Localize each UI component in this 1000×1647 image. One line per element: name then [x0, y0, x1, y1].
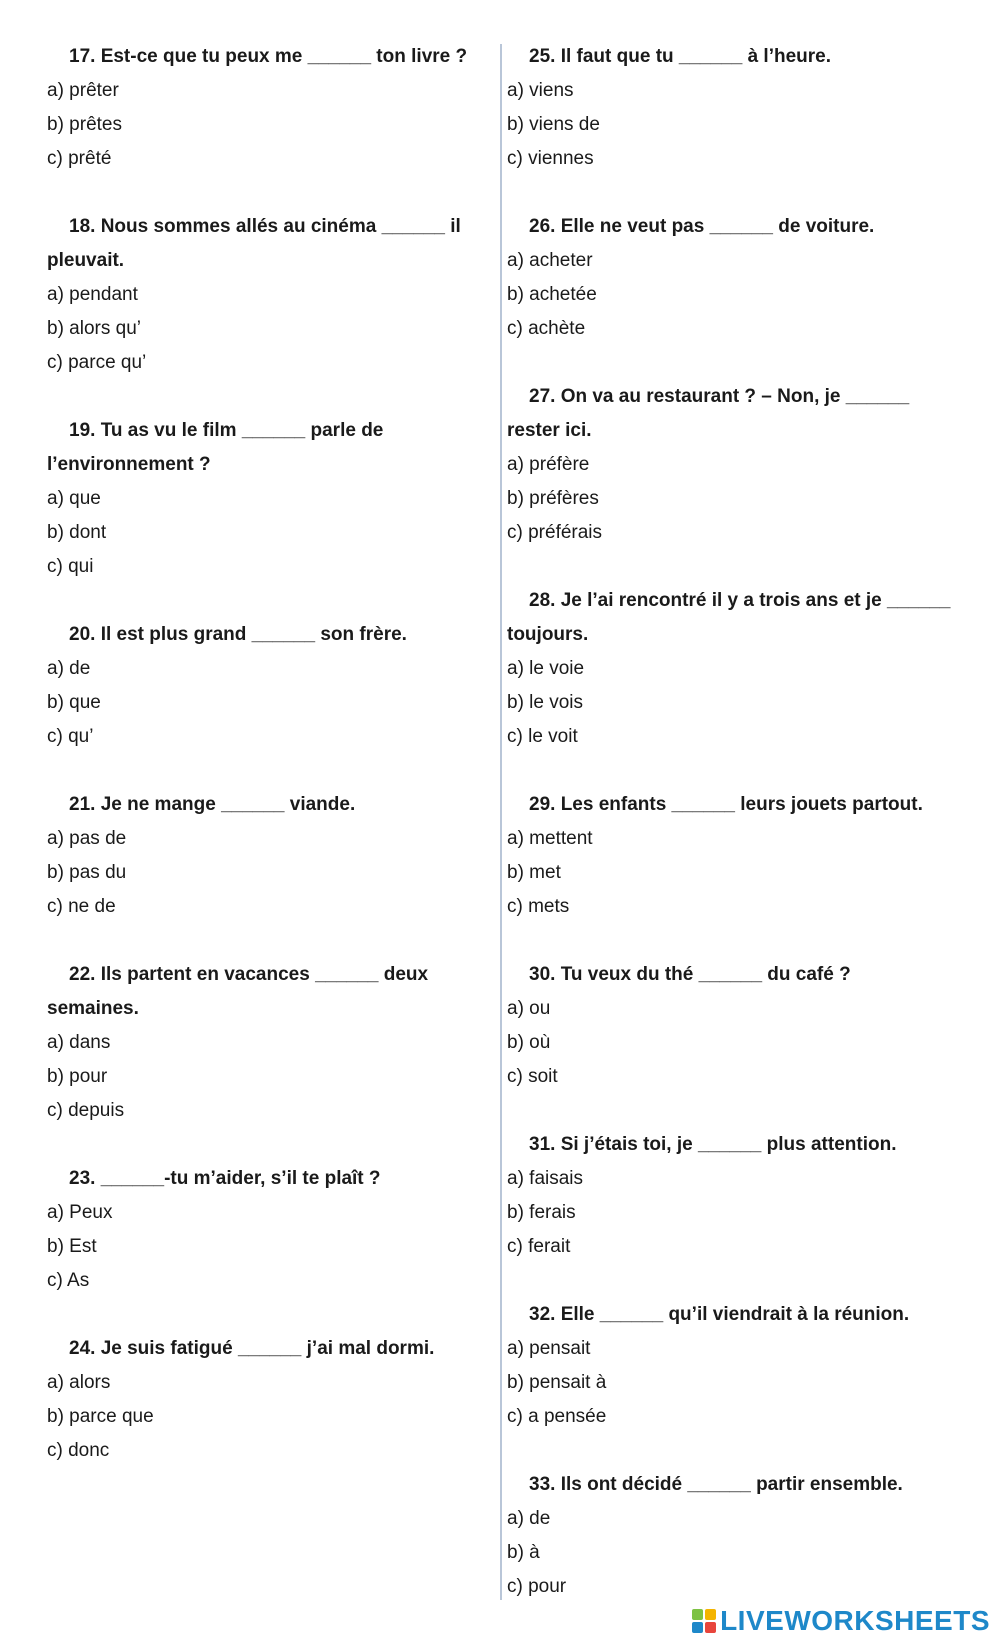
- question-block: [507, 380, 965, 584]
- question-spacer: [47, 1128, 479, 1162]
- answer-option[interactable]: b) alors qu’: [47, 318, 141, 339]
- answer-option[interactable]: c) achète: [507, 318, 586, 339]
- question-text: 20. Il est plus grand ______ son frère.: [69, 624, 407, 645]
- answer-option[interactable]: b) dont: [47, 522, 107, 543]
- answer-option[interactable]: a) le voie: [507, 658, 585, 679]
- logo-square-icon: [705, 1622, 716, 1633]
- answer-option[interactable]: c) préférais: [507, 522, 603, 543]
- answer-option[interactable]: c) depuis: [47, 1100, 125, 1121]
- question-block: [507, 210, 965, 380]
- question-block: [47, 618, 479, 788]
- question-text: 17. Est-ce que tu peux me ______ ton livre ?: [69, 46, 468, 67]
- question-text: 31. Si j’étais toi, je ______ plus attention.: [529, 1134, 897, 1155]
- answer-option[interactable]: c) ferait: [507, 1236, 571, 1257]
- question-block: [507, 958, 965, 1128]
- answer-option[interactable]: a) acheter: [507, 250, 593, 271]
- column-divider: [500, 44, 502, 1600]
- question-text: 19. Tu as vu le film ______ parle de l’environnement ?: [47, 420, 384, 475]
- answer-option[interactable]: a) viens: [507, 80, 574, 101]
- question-block: [47, 788, 479, 958]
- answer-option[interactable]: a) de: [507, 1508, 551, 1529]
- question-spacer: [507, 1094, 965, 1128]
- answer-option[interactable]: b) pas du: [47, 862, 127, 883]
- right-column: [507, 40, 965, 1604]
- answer-option[interactable]: a) préfère: [507, 454, 590, 475]
- answer-option[interactable]: c) pour: [507, 1576, 567, 1597]
- answer-option[interactable]: a) pensait: [507, 1338, 591, 1359]
- logo-text: LIVEWORKSHEETS: [720, 1605, 990, 1636]
- question-spacer: [507, 924, 965, 958]
- question-text: 18. Nous sommes allés au cinéma ______ il pleuvait.: [47, 216, 461, 271]
- question-spacer: [47, 176, 479, 210]
- question-text: 22. Ils partent en vacances ______ deux semaines.: [47, 964, 429, 1019]
- logo-square-icon: [705, 1609, 716, 1620]
- answer-option[interactable]: a) pendant: [47, 284, 138, 305]
- question-block: [507, 788, 965, 958]
- answer-option[interactable]: c) qui: [47, 556, 94, 577]
- question-text: 33. Ils ont décidé ______ partir ensemble.: [529, 1474, 903, 1495]
- answer-option[interactable]: a) Peux: [47, 1202, 113, 1223]
- answer-option[interactable]: b) préfères: [507, 488, 599, 509]
- answer-option[interactable]: b) achetée: [507, 284, 597, 305]
- question-text: 27. On va au restaurant ? – Non, je ______ rester ici.: [507, 386, 910, 441]
- question-text: 24. Je suis fatigué ______ j’ai mal dormi.: [69, 1338, 435, 1359]
- answer-option[interactable]: a) faisais: [507, 1168, 584, 1189]
- answer-option[interactable]: c) soit: [507, 1066, 558, 1087]
- answer-option[interactable]: c) le voit: [507, 726, 578, 747]
- answer-option[interactable]: a) prêter: [47, 80, 119, 101]
- answer-option[interactable]: c) donc: [47, 1440, 110, 1461]
- question-block: [47, 1162, 479, 1332]
- answer-option[interactable]: c) ne de: [47, 896, 116, 917]
- question-spacer: [47, 1298, 479, 1332]
- answer-option[interactable]: c) viennes: [507, 148, 594, 169]
- question-spacer: [507, 754, 965, 788]
- question-block: [507, 40, 965, 210]
- question-spacer: [47, 584, 479, 618]
- question-spacer: [47, 380, 479, 414]
- question-text: 23. ______-tu m’aider, s’il te plaît ?: [69, 1168, 381, 1189]
- answer-option[interactable]: b) Est: [47, 1236, 97, 1257]
- answer-option[interactable]: b) parce que: [47, 1406, 154, 1427]
- question-spacer: [507, 176, 965, 210]
- question-text: 21. Je ne mange ______ viande.: [69, 794, 356, 815]
- answer-option[interactable]: c) prêté: [47, 148, 112, 169]
- answer-option[interactable]: b) le vois: [507, 692, 584, 713]
- answer-option[interactable]: c) mets: [507, 896, 570, 917]
- question-text: 30. Tu veux du thé ______ du café ?: [529, 964, 851, 985]
- question-block: [47, 1332, 479, 1468]
- question-text: 25. Il faut que tu ______ à l’heure.: [529, 46, 832, 67]
- answer-option[interactable]: a) dans: [47, 1032, 111, 1053]
- question-spacer: [47, 924, 479, 958]
- answer-option[interactable]: c) a pensée: [507, 1406, 607, 1427]
- answer-option[interactable]: b) pour: [47, 1066, 108, 1087]
- answer-option[interactable]: b) pensait à: [507, 1372, 607, 1393]
- logo-square-icon: [692, 1622, 703, 1633]
- answer-option[interactable]: b) où: [507, 1032, 551, 1053]
- question-text: 29. Les enfants ______ leurs jouets partout.: [529, 794, 923, 815]
- question-text: 28. Je l’ai rencontré il y a trois ans et je ______ toujours.: [507, 590, 951, 645]
- question-spacer: [507, 1434, 965, 1468]
- answer-option[interactable]: b) à: [507, 1542, 540, 1563]
- question-block: [507, 584, 965, 788]
- answer-option[interactable]: a) ou: [507, 998, 551, 1019]
- answer-option[interactable]: a) de: [47, 658, 91, 679]
- logo-square-icon: [692, 1609, 703, 1620]
- question-block: [507, 1298, 965, 1468]
- question-block: [507, 1128, 965, 1298]
- answer-option[interactable]: c) As: [47, 1270, 90, 1291]
- left-column: [47, 40, 479, 1468]
- answer-option[interactable]: c) parce qu’: [47, 352, 147, 373]
- liveworksheets-logo: [692, 1605, 990, 1637]
- question-spacer: [507, 550, 965, 584]
- question-spacer: [507, 1264, 965, 1298]
- question-spacer: [47, 754, 479, 788]
- answer-option[interactable]: a) mettent: [507, 828, 593, 849]
- question-text: 32. Elle ______ qu’il viendrait à la réunion.: [529, 1304, 910, 1325]
- answer-option[interactable]: a) pas de: [47, 828, 127, 849]
- question-block: [47, 40, 479, 210]
- answer-option[interactable]: b) met: [507, 862, 561, 883]
- answer-option[interactable]: b) ferais: [507, 1202, 576, 1223]
- answer-option[interactable]: a) que: [47, 488, 101, 509]
- question-block: [47, 414, 479, 618]
- question-text: 26. Elle ne veut pas ______ de voiture.: [529, 216, 875, 237]
- answer-option[interactable]: a) alors: [47, 1372, 111, 1393]
- answer-option[interactable]: c) qu’: [47, 726, 94, 747]
- question-block: [47, 210, 479, 414]
- answer-option[interactable]: b) prêtes: [47, 114, 122, 135]
- question-block: [507, 1468, 965, 1604]
- question-spacer: [507, 346, 965, 380]
- answer-option[interactable]: b) que: [47, 692, 101, 713]
- question-block: [47, 958, 479, 1162]
- answer-option[interactable]: b) viens de: [507, 114, 600, 135]
- logo-mark-icon: [692, 1609, 716, 1633]
